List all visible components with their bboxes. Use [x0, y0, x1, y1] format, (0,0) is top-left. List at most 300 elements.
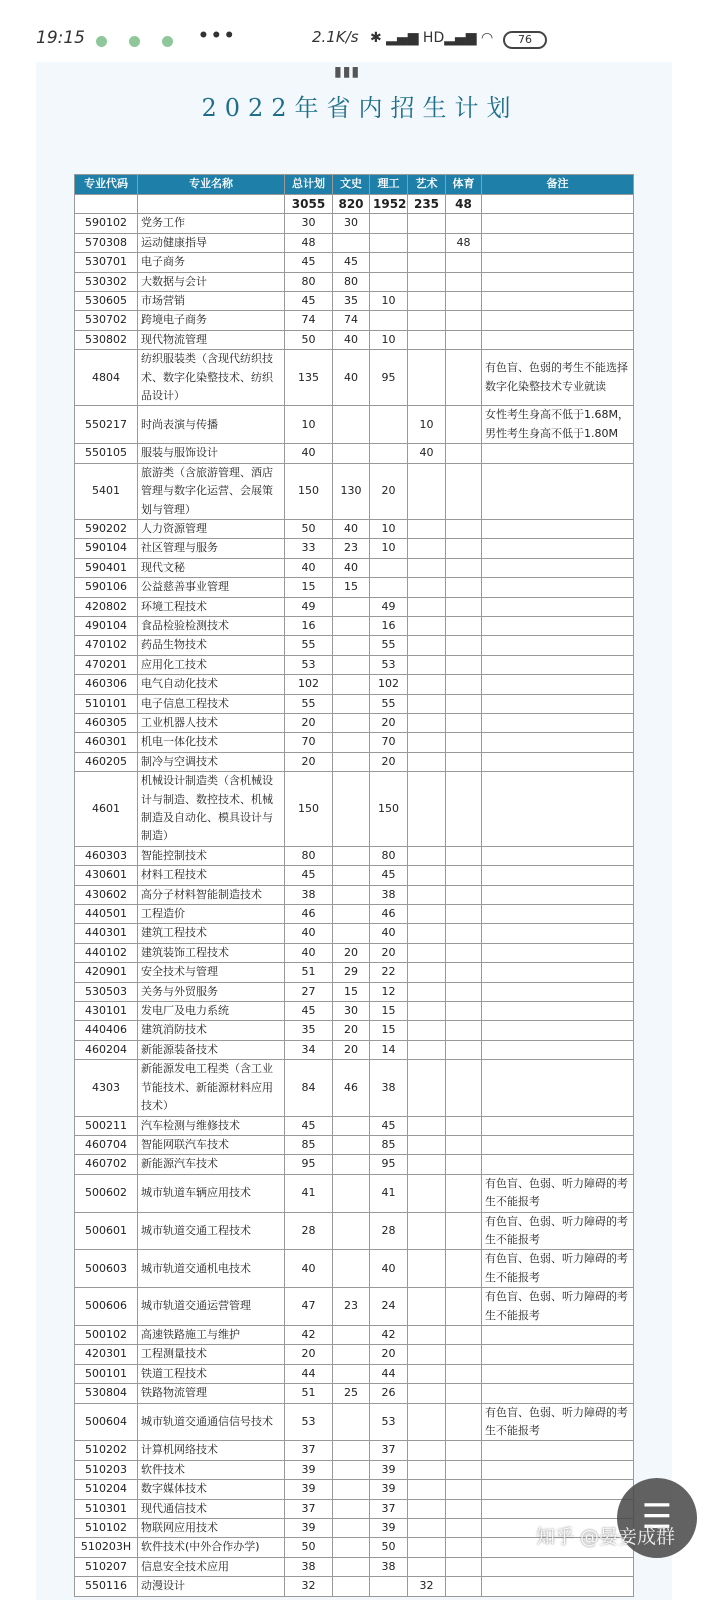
ligong-cell: 95 — [370, 1155, 408, 1174]
wenshi-cell — [333, 233, 370, 252]
ligong-cell — [370, 444, 408, 463]
ligong-cell: 22 — [370, 963, 408, 982]
tiyu-cell — [446, 1002, 482, 1021]
name-cell — [138, 195, 285, 214]
table-row — [75, 330, 634, 349]
total-cell: 28 — [285, 1212, 333, 1250]
ligong-cell: 20 — [370, 713, 408, 732]
ligong-cell: 55 — [370, 636, 408, 655]
name-cell: 运动健康指导 — [138, 233, 285, 252]
note-cell — [482, 982, 634, 1001]
yishu-cell — [408, 982, 446, 1001]
table-row — [75, 233, 634, 252]
note-cell — [482, 311, 634, 330]
table-row — [75, 1364, 634, 1383]
wenshi-cell — [333, 866, 370, 885]
code-cell: 460305 — [75, 713, 138, 732]
total-cell: 102 — [285, 675, 333, 694]
wenshi-cell — [333, 846, 370, 865]
wenshi-cell — [333, 1212, 370, 1250]
name-cell: 应用化工技术 — [138, 655, 285, 674]
code-cell: 590104 — [75, 539, 138, 558]
name-cell: 软件技术 — [138, 1460, 285, 1479]
wenshi-cell: 23 — [333, 1288, 370, 1326]
wenshi-cell: 74 — [333, 311, 370, 330]
note-cell — [482, 733, 634, 752]
name-cell: 大数据与会计 — [138, 272, 285, 291]
wenshi-cell — [333, 1364, 370, 1383]
tiyu-cell — [446, 311, 482, 330]
code-cell: 460702 — [75, 1155, 138, 1174]
table-row — [75, 713, 634, 732]
clock: 19:15 — [36, 28, 85, 48]
table-row — [75, 253, 634, 272]
tiyu-cell — [446, 597, 482, 616]
code-cell: 470102 — [75, 636, 138, 655]
table-row — [75, 963, 634, 982]
tiyu-cell — [446, 1250, 482, 1288]
yishu-cell — [408, 233, 446, 252]
wenshi-cell: 20 — [333, 1040, 370, 1059]
note-cell — [482, 214, 634, 233]
yishu-cell — [408, 655, 446, 674]
wenshi-cell: 20 — [333, 1021, 370, 1040]
ligong-cell: 95 — [370, 350, 408, 406]
note-cell: 有色盲、色弱、听力障碍的考生不能报考 — [482, 1250, 634, 1288]
name-cell: 建筑工程技术 — [138, 924, 285, 943]
code-cell: 4601 — [75, 772, 138, 847]
wenshi-cell — [333, 675, 370, 694]
tiyu-cell — [446, 846, 482, 865]
name-cell: 纺织服装类（含现代纺织技术、数字化染整技术、纺织品设计） — [138, 350, 285, 406]
name-cell: 党务工作 — [138, 214, 285, 233]
total-cell: 150 — [285, 772, 333, 847]
tiyu-cell — [446, 1403, 482, 1441]
code-cell: 510204 — [75, 1480, 138, 1499]
ligong-cell: 26 — [370, 1384, 408, 1403]
code-cell: 500102 — [75, 1325, 138, 1344]
code-cell: 460306 — [75, 675, 138, 694]
code-cell: 440501 — [75, 905, 138, 924]
ligong-cell: 44 — [370, 1364, 408, 1383]
table-row — [75, 1577, 634, 1596]
note-cell — [482, 330, 634, 349]
total-cell: 38 — [285, 885, 333, 904]
wenshi-cell — [333, 406, 370, 444]
table-row — [75, 772, 634, 847]
wenshi-cell — [333, 1441, 370, 1460]
note-cell — [482, 1577, 634, 1596]
note-cell — [482, 1480, 634, 1499]
enrollment-table — [74, 174, 634, 1597]
ligong-cell: 20 — [370, 943, 408, 962]
table-row — [75, 636, 634, 655]
total-cell: 3055 — [285, 195, 333, 214]
table-row — [75, 943, 634, 962]
note-cell — [482, 195, 634, 214]
yishu-cell — [408, 694, 446, 713]
ligong-cell: 46 — [370, 905, 408, 924]
code-cell: 530701 — [75, 253, 138, 272]
note-cell: 有色盲、色弱、听力障碍的考生不能报考 — [482, 1174, 634, 1212]
wenshi-cell: 15 — [333, 578, 370, 597]
wenshi-cell — [333, 733, 370, 752]
tiyu-cell — [446, 214, 482, 233]
tiyu-cell — [446, 1557, 482, 1576]
table-row — [75, 982, 634, 1001]
table-row — [75, 1021, 634, 1040]
yishu-cell — [408, 558, 446, 577]
total-cell: 45 — [285, 1002, 333, 1021]
total-cell: 40 — [285, 943, 333, 962]
total-cell: 40 — [285, 558, 333, 577]
ligong-cell: 10 — [370, 519, 408, 538]
yishu-cell — [408, 866, 446, 885]
name-cell: 关务与外贸服务 — [138, 982, 285, 1001]
yishu-cell — [408, 636, 446, 655]
yishu-cell — [408, 772, 446, 847]
ligong-cell: 40 — [370, 1250, 408, 1288]
note-cell — [482, 752, 634, 771]
wenshi-cell: 35 — [333, 292, 370, 311]
column-header: 文史 — [333, 175, 370, 195]
code-cell: 460303 — [75, 846, 138, 865]
wenshi-cell: 45 — [333, 253, 370, 272]
total-cell: 45 — [285, 1116, 333, 1135]
total-cell: 33 — [285, 539, 333, 558]
yishu-cell: 32 — [408, 1577, 446, 1596]
ligong-cell: 37 — [370, 1441, 408, 1460]
wenshi-cell — [333, 1403, 370, 1441]
name-cell: 软件技术(中外合作办学) — [138, 1538, 285, 1557]
code-cell: 530702 — [75, 311, 138, 330]
yishu-cell — [408, 1538, 446, 1557]
yishu-cell — [408, 272, 446, 291]
name-cell: 工程测量技术 — [138, 1345, 285, 1364]
tiyu-cell — [446, 1577, 482, 1596]
total-cell: 74 — [285, 311, 333, 330]
note-cell — [482, 539, 634, 558]
yishu-cell — [408, 597, 446, 616]
yishu-cell: 40 — [408, 444, 446, 463]
ligong-cell — [370, 214, 408, 233]
total-cell: 40 — [285, 1250, 333, 1288]
ligong-cell: 20 — [370, 752, 408, 771]
name-cell: 现代物流管理 — [138, 330, 285, 349]
code-cell: 490104 — [75, 616, 138, 635]
table-row — [75, 1288, 634, 1326]
code-cell: 550116 — [75, 1577, 138, 1596]
notification-icon — [129, 36, 140, 47]
ligong-cell: 20 — [370, 1345, 408, 1364]
yishu-cell — [408, 1155, 446, 1174]
total-cell: 49 — [285, 597, 333, 616]
more-notifications-icon: ••• — [198, 26, 237, 46]
ligong-cell: 50 — [370, 1538, 408, 1557]
ligong-cell: 12 — [370, 982, 408, 1001]
code-cell: 530605 — [75, 292, 138, 311]
tiyu-cell — [446, 675, 482, 694]
table-row — [75, 1002, 634, 1021]
table-row — [75, 1384, 634, 1403]
total-cell: 32 — [285, 1577, 333, 1596]
tiyu-cell — [446, 1288, 482, 1326]
note-cell: 有色盲、色弱、听力障碍的考生不能报考 — [482, 1212, 634, 1250]
total-cell: 20 — [285, 1345, 333, 1364]
total-cell: 39 — [285, 1460, 333, 1479]
name-cell: 铁道工程技术 — [138, 1364, 285, 1383]
total-cell: 50 — [285, 519, 333, 538]
ligong-cell: 102 — [370, 675, 408, 694]
total-cell: 53 — [285, 1403, 333, 1441]
ligong-cell — [370, 406, 408, 444]
name-cell: 人力资源管理 — [138, 519, 285, 538]
column-header: 总计划 — [285, 175, 333, 195]
note-cell — [482, 292, 634, 311]
yishu-cell — [408, 1519, 446, 1538]
column-header: 理工 — [370, 175, 408, 195]
code-cell: 440406 — [75, 1021, 138, 1040]
ligong-cell: 10 — [370, 292, 408, 311]
name-cell: 制冷与空调技术 — [138, 752, 285, 771]
table-row — [75, 885, 634, 904]
yishu-cell — [408, 1557, 446, 1576]
total-cell: 45 — [285, 253, 333, 272]
code-cell: 430602 — [75, 885, 138, 904]
yishu-cell — [408, 1174, 446, 1212]
tiyu-cell — [446, 1364, 482, 1383]
table-row — [75, 1480, 634, 1499]
table-row — [75, 1060, 634, 1116]
wenshi-cell — [333, 752, 370, 771]
tiyu-cell — [446, 272, 482, 291]
yishu-cell — [408, 214, 446, 233]
total-cell: 16 — [285, 616, 333, 635]
total-cell: 20 — [285, 752, 333, 771]
ligong-cell: 10 — [370, 330, 408, 349]
wenshi-cell — [333, 713, 370, 732]
code-cell: 420901 — [75, 963, 138, 982]
total-cell: 15 — [285, 578, 333, 597]
wenshi-cell — [333, 636, 370, 655]
watermark: 知乎 @晏妾成群 — [536, 1526, 676, 1548]
total-cell: 20 — [285, 713, 333, 732]
note-cell — [482, 1325, 634, 1344]
note-cell — [482, 943, 634, 962]
yishu-cell — [408, 1384, 446, 1403]
wenshi-cell — [333, 1174, 370, 1212]
code-cell: 510301 — [75, 1499, 138, 1518]
note-cell — [482, 675, 634, 694]
name-cell: 电子信息工程技术 — [138, 694, 285, 713]
code-cell: 500606 — [75, 1288, 138, 1326]
yishu-cell — [408, 1364, 446, 1383]
yishu-cell — [408, 713, 446, 732]
ligong-cell: 10 — [370, 539, 408, 558]
code-cell: 460205 — [75, 752, 138, 771]
note-cell — [482, 272, 634, 291]
wenshi-cell: 40 — [333, 558, 370, 577]
yishu-cell — [408, 1288, 446, 1326]
ligong-cell: 37 — [370, 1499, 408, 1518]
table-row — [75, 350, 634, 406]
table-row — [75, 1040, 634, 1059]
ligong-cell: 45 — [370, 866, 408, 885]
total-cell: 45 — [285, 292, 333, 311]
column-header: 专业名称 — [138, 175, 285, 195]
ligong-cell: 80 — [370, 846, 408, 865]
yishu-cell: 235 — [408, 195, 446, 214]
code-cell: 460204 — [75, 1040, 138, 1059]
table-row — [75, 655, 634, 674]
note-cell — [482, 1460, 634, 1479]
page-title: 2022年省内招生计划 — [201, 94, 519, 122]
yishu-cell — [408, 963, 446, 982]
ligong-cell: 55 — [370, 694, 408, 713]
signal-icons: ✱ ▂▄▆ HD▂▄▆ ◠ — [370, 30, 494, 46]
name-cell: 铁路物流管理 — [138, 1384, 285, 1403]
wenshi-cell — [333, 1577, 370, 1596]
name-cell: 旅游类（含旅游管理、酒店管理与数字化运营、会展策划与管理） — [138, 463, 285, 519]
yishu-cell — [408, 253, 446, 272]
yishu-cell — [408, 330, 446, 349]
tiyu-cell — [446, 578, 482, 597]
column-header: 艺术 — [408, 175, 446, 195]
tiyu-cell — [446, 616, 482, 635]
table-row — [75, 733, 634, 752]
tiyu-cell — [446, 636, 482, 655]
note-cell — [482, 1002, 634, 1021]
yishu-cell — [408, 885, 446, 904]
tiyu-cell — [446, 1040, 482, 1059]
name-cell: 智能控制技术 — [138, 846, 285, 865]
total-cell: 35 — [285, 1021, 333, 1040]
tiyu-cell — [446, 1060, 482, 1116]
yishu-cell — [408, 924, 446, 943]
ligong-cell: 53 — [370, 655, 408, 674]
name-cell: 建筑装饰工程技术 — [138, 943, 285, 962]
total-cell: 37 — [285, 1441, 333, 1460]
code-cell: 510102 — [75, 1519, 138, 1538]
ligong-cell: 70 — [370, 733, 408, 752]
code-cell: 500602 — [75, 1174, 138, 1212]
ligong-cell — [370, 272, 408, 291]
ligong-cell: 16 — [370, 616, 408, 635]
name-cell: 社区管理与服务 — [138, 539, 285, 558]
battery-icon: 76 — [503, 31, 547, 49]
yishu-cell — [408, 1135, 446, 1154]
note-cell — [482, 905, 634, 924]
note-cell — [482, 1345, 634, 1364]
total-cell: 70 — [285, 733, 333, 752]
table-row — [75, 272, 634, 291]
code-cell — [75, 195, 138, 214]
wenshi-cell — [333, 655, 370, 674]
name-cell: 发电厂及电力系统 — [138, 1002, 285, 1021]
table-row — [75, 597, 634, 616]
table-row — [75, 406, 634, 444]
yishu-cell — [408, 311, 446, 330]
code-cell: 500211 — [75, 1116, 138, 1135]
note-cell — [482, 866, 634, 885]
wenshi-cell — [333, 1538, 370, 1557]
tiyu-cell — [446, 253, 482, 272]
yishu-cell — [408, 1460, 446, 1479]
name-cell: 新能源装备技术 — [138, 1040, 285, 1059]
wenshi-cell — [333, 1325, 370, 1344]
total-cell: 45 — [285, 866, 333, 885]
wenshi-cell — [333, 694, 370, 713]
decorative-bars-icon: ▮▮▮ — [334, 64, 361, 80]
ligong-cell: 39 — [370, 1460, 408, 1479]
name-cell: 城市轨道交通运营管理 — [138, 1288, 285, 1326]
wenshi-cell: 40 — [333, 330, 370, 349]
ligong-cell: 15 — [370, 1002, 408, 1021]
ligong-cell — [370, 233, 408, 252]
name-cell: 电气自动化技术 — [138, 675, 285, 694]
total-cell: 27 — [285, 982, 333, 1001]
total-cell: 30 — [285, 214, 333, 233]
column-header: 体育 — [446, 175, 482, 195]
table-row — [75, 924, 634, 943]
name-cell: 现代文秘 — [138, 558, 285, 577]
ligong-cell: 1952 — [370, 195, 408, 214]
table-row — [75, 1250, 634, 1288]
table-row — [75, 1441, 634, 1460]
tiyu-cell — [446, 943, 482, 962]
note-cell — [482, 558, 634, 577]
tiyu-cell — [446, 1212, 482, 1250]
note-cell — [482, 597, 634, 616]
wenshi-cell — [333, 1135, 370, 1154]
note-cell — [482, 1441, 634, 1460]
table-row — [75, 292, 634, 311]
ligong-cell: 40 — [370, 924, 408, 943]
ligong-cell: 28 — [370, 1212, 408, 1250]
wenshi-cell: 30 — [333, 214, 370, 233]
yishu-cell: 10 — [408, 406, 446, 444]
ligong-cell: 38 — [370, 885, 408, 904]
tiyu-cell — [446, 924, 482, 943]
table-row — [75, 866, 634, 885]
total-cell: 41 — [285, 1174, 333, 1212]
name-cell: 安全技术与管理 — [138, 963, 285, 982]
ligong-cell: 49 — [370, 597, 408, 616]
name-cell: 城市轨道交通工程技术 — [138, 1212, 285, 1250]
tiyu-cell — [446, 1021, 482, 1040]
code-cell: 530802 — [75, 330, 138, 349]
note-cell — [482, 1135, 634, 1154]
ligong-cell: 15 — [370, 1021, 408, 1040]
table-row — [75, 694, 634, 713]
wenshi-cell: 40 — [333, 519, 370, 538]
yishu-cell — [408, 519, 446, 538]
total-cell: 40 — [285, 924, 333, 943]
yishu-cell — [408, 1250, 446, 1288]
table-row — [75, 1116, 634, 1135]
yishu-cell — [408, 905, 446, 924]
total-cell: 53 — [285, 655, 333, 674]
yishu-cell — [408, 616, 446, 635]
name-cell: 数字媒体技术 — [138, 1480, 285, 1499]
tiyu-cell — [446, 350, 482, 406]
tiyu-cell: 48 — [446, 233, 482, 252]
name-cell: 高分子材料智能制造技术 — [138, 885, 285, 904]
name-cell: 市场营销 — [138, 292, 285, 311]
total-cell: 55 — [285, 636, 333, 655]
code-cell: 510101 — [75, 694, 138, 713]
name-cell: 建筑消防技术 — [138, 1021, 285, 1040]
